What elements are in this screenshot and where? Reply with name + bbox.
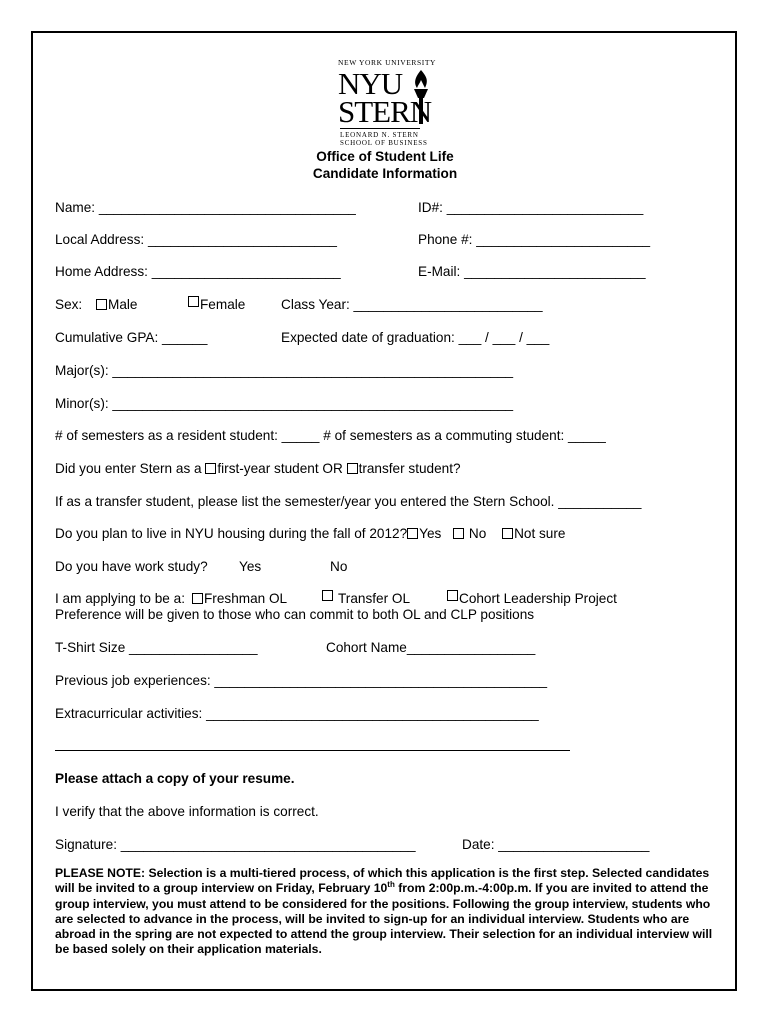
verify-statement: I verify that the above information is correct. bbox=[55, 804, 319, 819]
transfer-checkbox[interactable] bbox=[347, 463, 358, 474]
enter-stern-label: Did you enter Stern as a bbox=[55, 461, 202, 476]
transfer-label: transfer student? bbox=[358, 461, 461, 476]
female-option[interactable] bbox=[188, 294, 245, 310]
female-checkbox[interactable] bbox=[188, 296, 199, 307]
job-experience-field[interactable]: Previous job experiences: ____________________________________________ bbox=[55, 673, 548, 688]
home-address-field[interactable]: Home Address: _________________________ bbox=[55, 264, 341, 279]
female-label: Female bbox=[200, 297, 246, 312]
enter-stern-question bbox=[55, 461, 461, 477]
transfer-semester-field[interactable]: If as a transfer student, please list the semester/year you entered the Stern School. ___________ bbox=[55, 494, 642, 509]
note-superscript: th bbox=[387, 880, 395, 890]
housing-yes-label: Yes bbox=[419, 526, 442, 541]
housing-no-checkbox[interactable] bbox=[453, 528, 464, 539]
freshman-ol-option[interactable] bbox=[192, 591, 287, 607]
clp-option[interactable] bbox=[447, 588, 617, 604]
clp-label: Cohort Leadership Project bbox=[459, 591, 617, 606]
semesters-field[interactable]: # of semesters as a resident student: _____ # of semesters as a commuting student: _____ bbox=[55, 428, 606, 443]
local-address-field[interactable]: Local Address: _________________________ bbox=[55, 232, 337, 247]
housing-no-label: No bbox=[468, 526, 487, 541]
first-year-checkbox[interactable] bbox=[205, 463, 216, 474]
resume-instruction: Please attach a copy of your resume. bbox=[55, 771, 295, 786]
name-field[interactable]: Name: __________________________________ bbox=[55, 200, 356, 215]
clp-checkbox[interactable] bbox=[447, 590, 458, 601]
applying-label: I am applying to be a: bbox=[55, 591, 185, 606]
extracurricular-field[interactable]: Extracurricular activities: ____________________________________________ bbox=[55, 706, 539, 721]
transfer-ol-option[interactable] bbox=[322, 588, 410, 604]
cohort-name-field[interactable]: Cohort Name_________________ bbox=[326, 640, 536, 655]
logo-stern-text: STERN bbox=[338, 94, 432, 129]
logo-divider bbox=[340, 128, 420, 129]
signature-field[interactable]: Signature: _______________________________________ bbox=[55, 837, 416, 852]
phone-field[interactable]: Phone #: _______________________ bbox=[418, 232, 651, 247]
sex-label: Sex: bbox=[55, 297, 83, 312]
extra-answer-line[interactable] bbox=[55, 750, 570, 751]
housing-not-sure-checkbox[interactable] bbox=[502, 528, 513, 539]
housing-not-sure-label: Not sure bbox=[514, 526, 566, 541]
graduation-date-field[interactable]: Expected date of graduation: ___ / ___ / ___ bbox=[281, 330, 550, 345]
logo-university-text: NEW YORK UNIVERSITY bbox=[338, 58, 437, 67]
work-study-no[interactable]: No bbox=[330, 559, 348, 574]
logo-nyu-text: NYU bbox=[338, 66, 403, 101]
gpa-field[interactable]: Cumulative GPA: ______ bbox=[55, 330, 208, 345]
selection-note bbox=[55, 866, 717, 958]
note-text-1: PLEASE NOTE: Selection is a multi-tiered process, of which this application is the first step. Selected candidates will be invited to a group interview on Friday, February 10 bbox=[55, 866, 710, 896]
housing-label: Do you plan to live in NYU housing during the fall of 2012? bbox=[55, 526, 408, 541]
transfer-ol-label: Transfer OL bbox=[338, 591, 411, 606]
majors-field[interactable]: Major(s): _____________________________________________________ bbox=[55, 363, 514, 378]
male-checkbox[interactable] bbox=[96, 299, 107, 310]
date-field[interactable]: Date: ____________________ bbox=[462, 837, 650, 852]
work-study-question: Do you have work study? bbox=[55, 559, 208, 574]
id-field[interactable]: ID#: __________________________ bbox=[418, 200, 644, 215]
email-field[interactable]: E-Mail: ________________________ bbox=[418, 264, 646, 279]
logo-subtitle-1: LEONARD N. STERN bbox=[340, 131, 419, 139]
logo-subtitle-2: SCHOOL OF BUSINESS bbox=[340, 139, 428, 147]
class-year-field[interactable]: Class Year: _________________________ bbox=[281, 297, 543, 312]
housing-question bbox=[55, 526, 565, 542]
housing-yes-checkbox[interactable] bbox=[407, 528, 418, 539]
nyu-stern-logo bbox=[330, 56, 440, 148]
male-option[interactable] bbox=[96, 297, 137, 313]
minors-field[interactable]: Minor(s): _____________________________________________________ bbox=[55, 396, 514, 411]
note-text-2: from 2:00p.m.-4:00p.m. If you are invited to attend the group interview, you must attend to be considered for the positions. Following the group interview, students who are selected to advance in the process, will be invited to sign-up for an individual interview. Students who are abroad in the spring are not expected to attend the group interview. Their selection for an individual interview will be based solely on their application materials. bbox=[55, 881, 713, 957]
work-study-yes[interactable]: Yes bbox=[239, 559, 262, 574]
male-label: Male bbox=[108, 297, 138, 312]
form-title: Candidate Information bbox=[312, 166, 458, 181]
preference-note: Preference will be given to those who can commit to both OL and CLP positions bbox=[55, 607, 535, 622]
tshirt-size-field[interactable]: T-Shirt Size _________________ bbox=[55, 640, 258, 655]
transfer-ol-checkbox[interactable] bbox=[322, 590, 333, 601]
office-title: Office of Student Life bbox=[316, 149, 454, 164]
freshman-ol-checkbox[interactable] bbox=[192, 593, 203, 604]
first-year-label: first-year student OR bbox=[217, 461, 343, 476]
freshman-ol-label: Freshman OL bbox=[204, 591, 288, 606]
